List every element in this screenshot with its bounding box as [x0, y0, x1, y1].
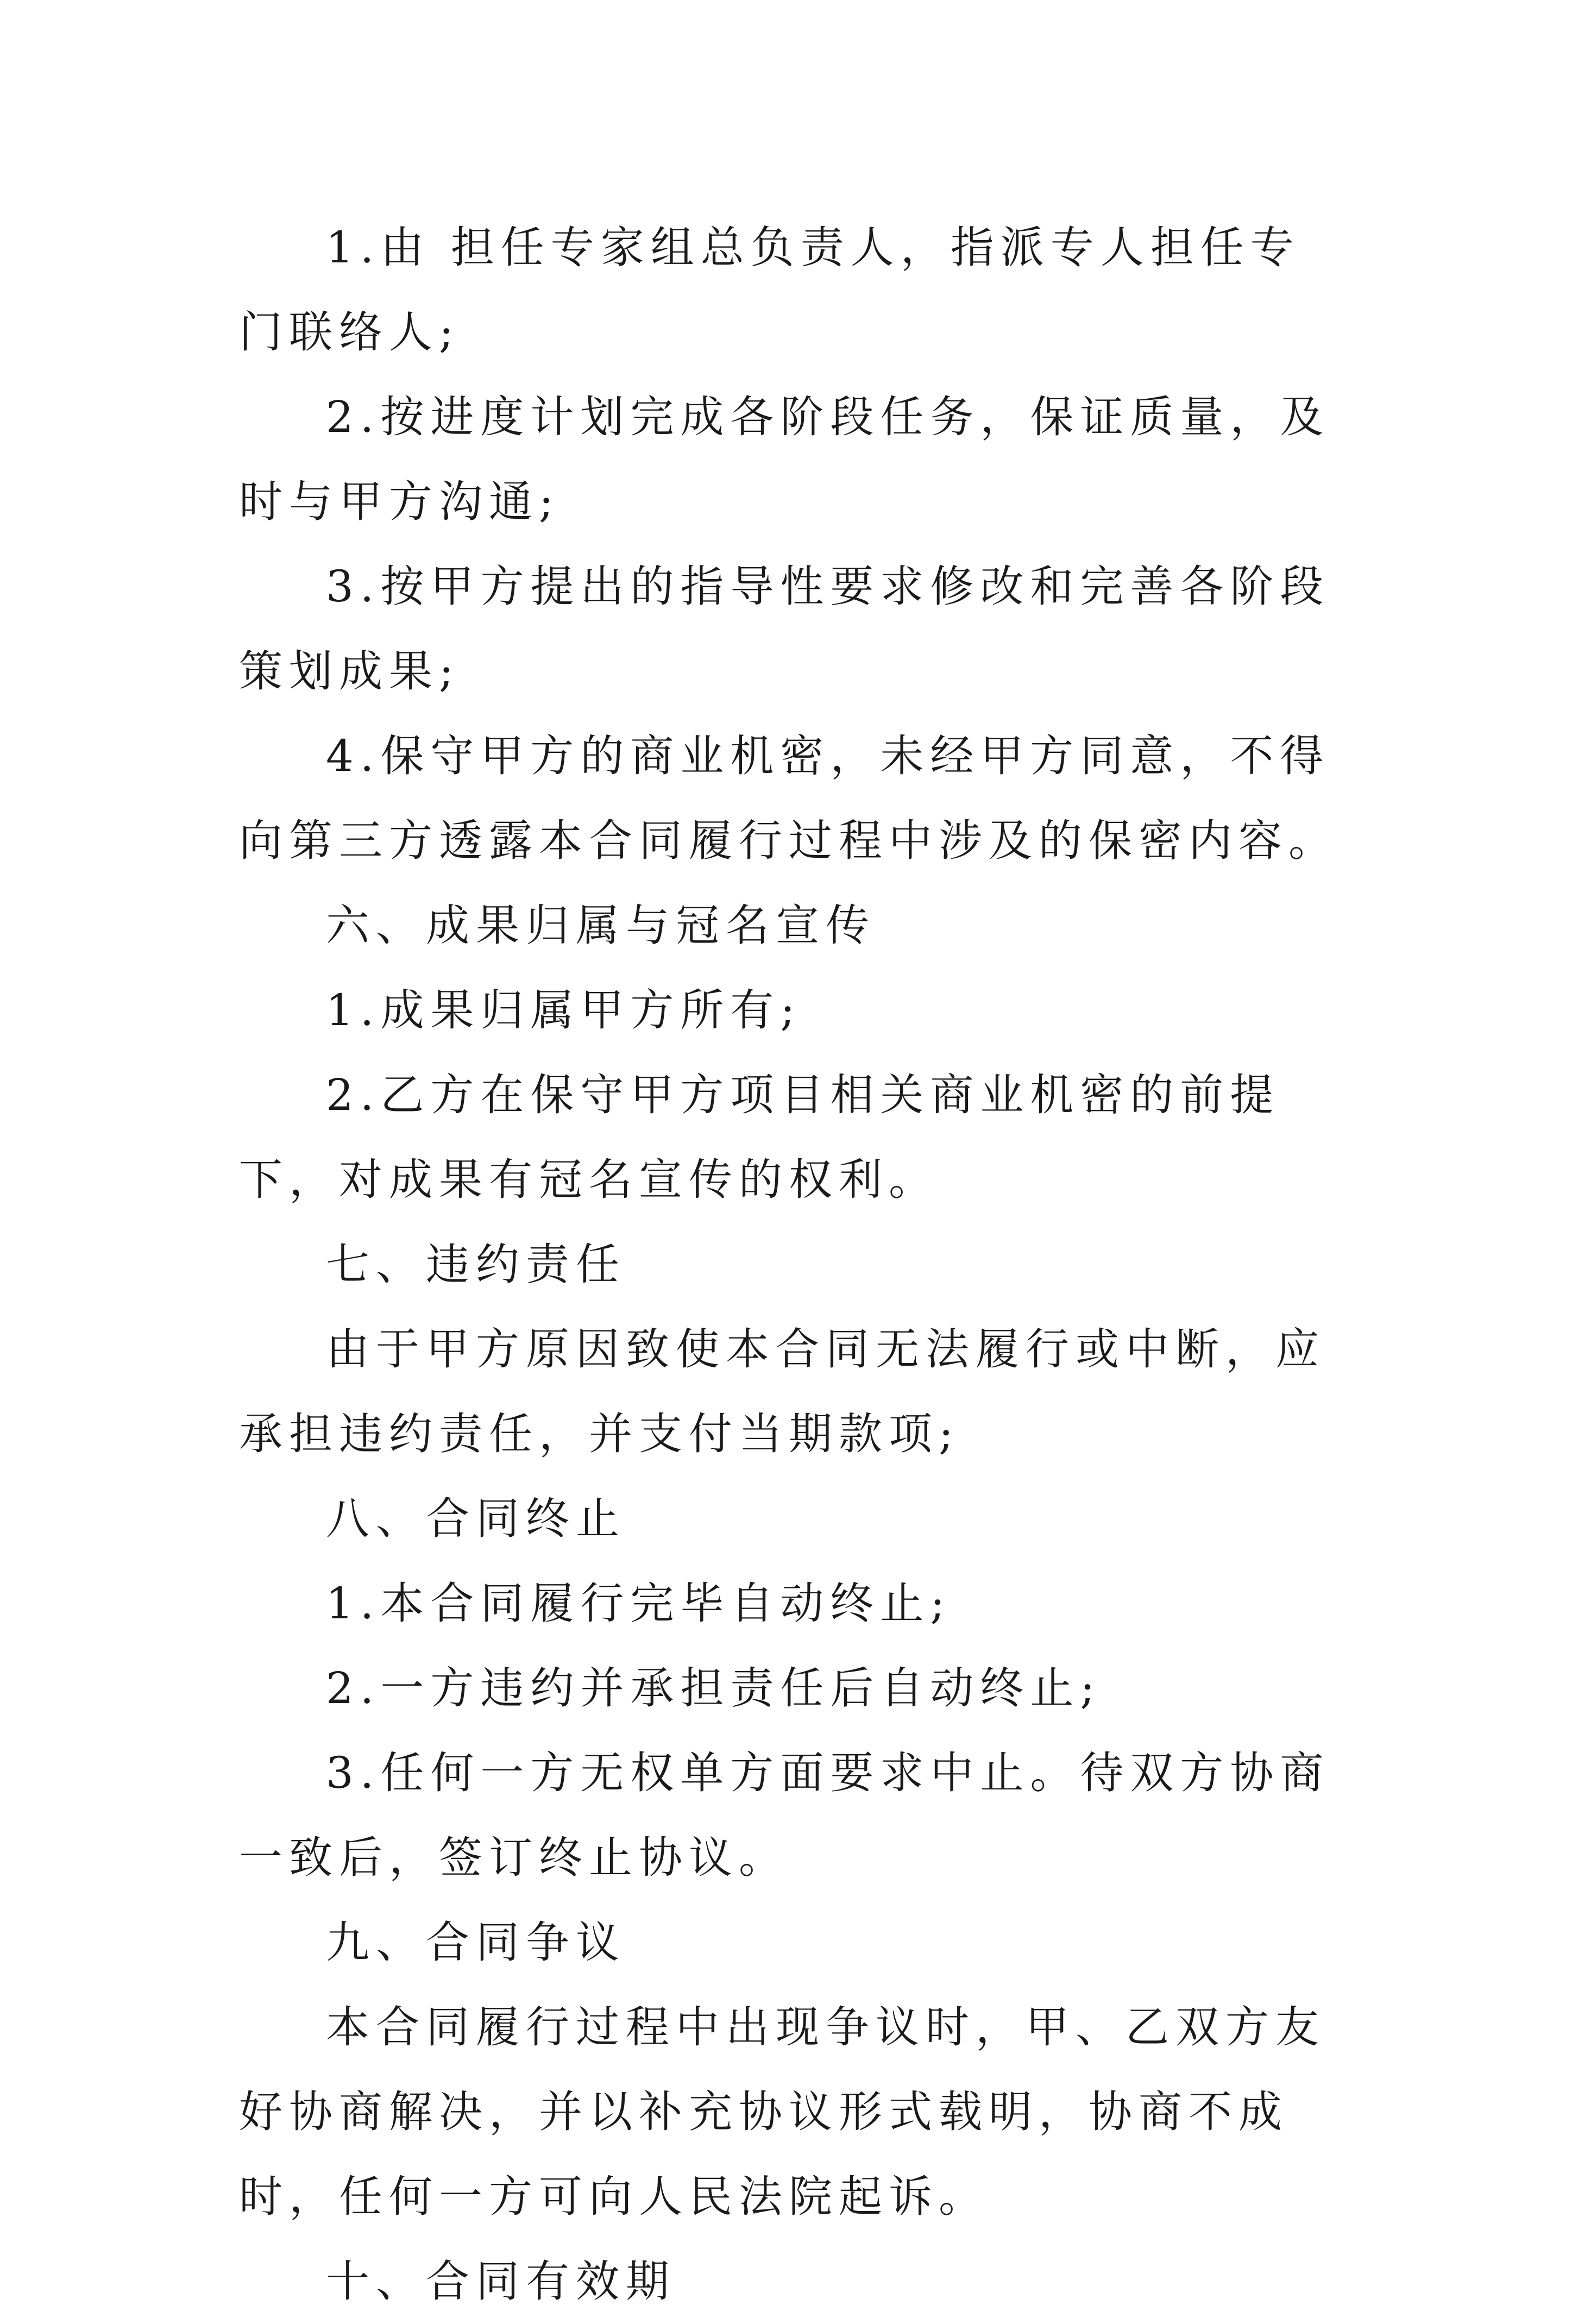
section-heading: 八、合同终止	[326, 1493, 626, 1544]
clause-paragraph: 1.本合同履行完毕自动终止;	[326, 1578, 952, 1629]
clause-paragraph: 2.一方违约并承担责任后自动终止;	[326, 1663, 1102, 1713]
section-heading: 十、合同有效期	[326, 2256, 676, 2307]
section-heading: 六、成果归属与冠名宣传	[326, 900, 876, 951]
clause-paragraph: 1.成果归属甲方所有;	[326, 985, 802, 1035]
clause-paragraph: 本合同履行过程中出现争议时，甲、乙双方友好协商解决，并以补充协议形式载明，协商不成时，任何一方可向人民法院起诉。	[239, 2002, 1325, 2222]
clause-paragraph: 2.按进度计划完成各阶段任务，保证质量，及时与甲方沟通;	[239, 392, 1330, 527]
document-body	[239, 205, 1344, 2324]
clause-paragraph: 4.保守甲方的商业机密，未经甲方同意，不得向第三方透露本合同履行过程中涉及的保密内容。	[239, 731, 1338, 866]
clause-paragraph: 3.按甲方提出的指导性要求修改和完善各阶段策划成果;	[239, 561, 1330, 696]
clause-paragraph: 3.任何一方无权单方面要求中止。待双方协商一致后，签订终止协议。	[239, 1748, 1330, 1883]
clause-paragraph: 2.乙方在保守甲方项目相关商业机密的前提下，对成果有冠名宣传的权利。	[239, 1070, 1280, 1205]
section-heading: 九、合同争议	[326, 1917, 626, 1968]
clause-paragraph: 1.由 担任专家组总负责人，指派专人担任专门联络人;	[239, 222, 1300, 357]
section-heading: 七、违约责任	[326, 1239, 626, 1290]
clause-paragraph: 由于甲方原因致使本合同无法履行或中断，应承担违约责任，并支付当期款项;	[239, 1324, 1325, 1459]
